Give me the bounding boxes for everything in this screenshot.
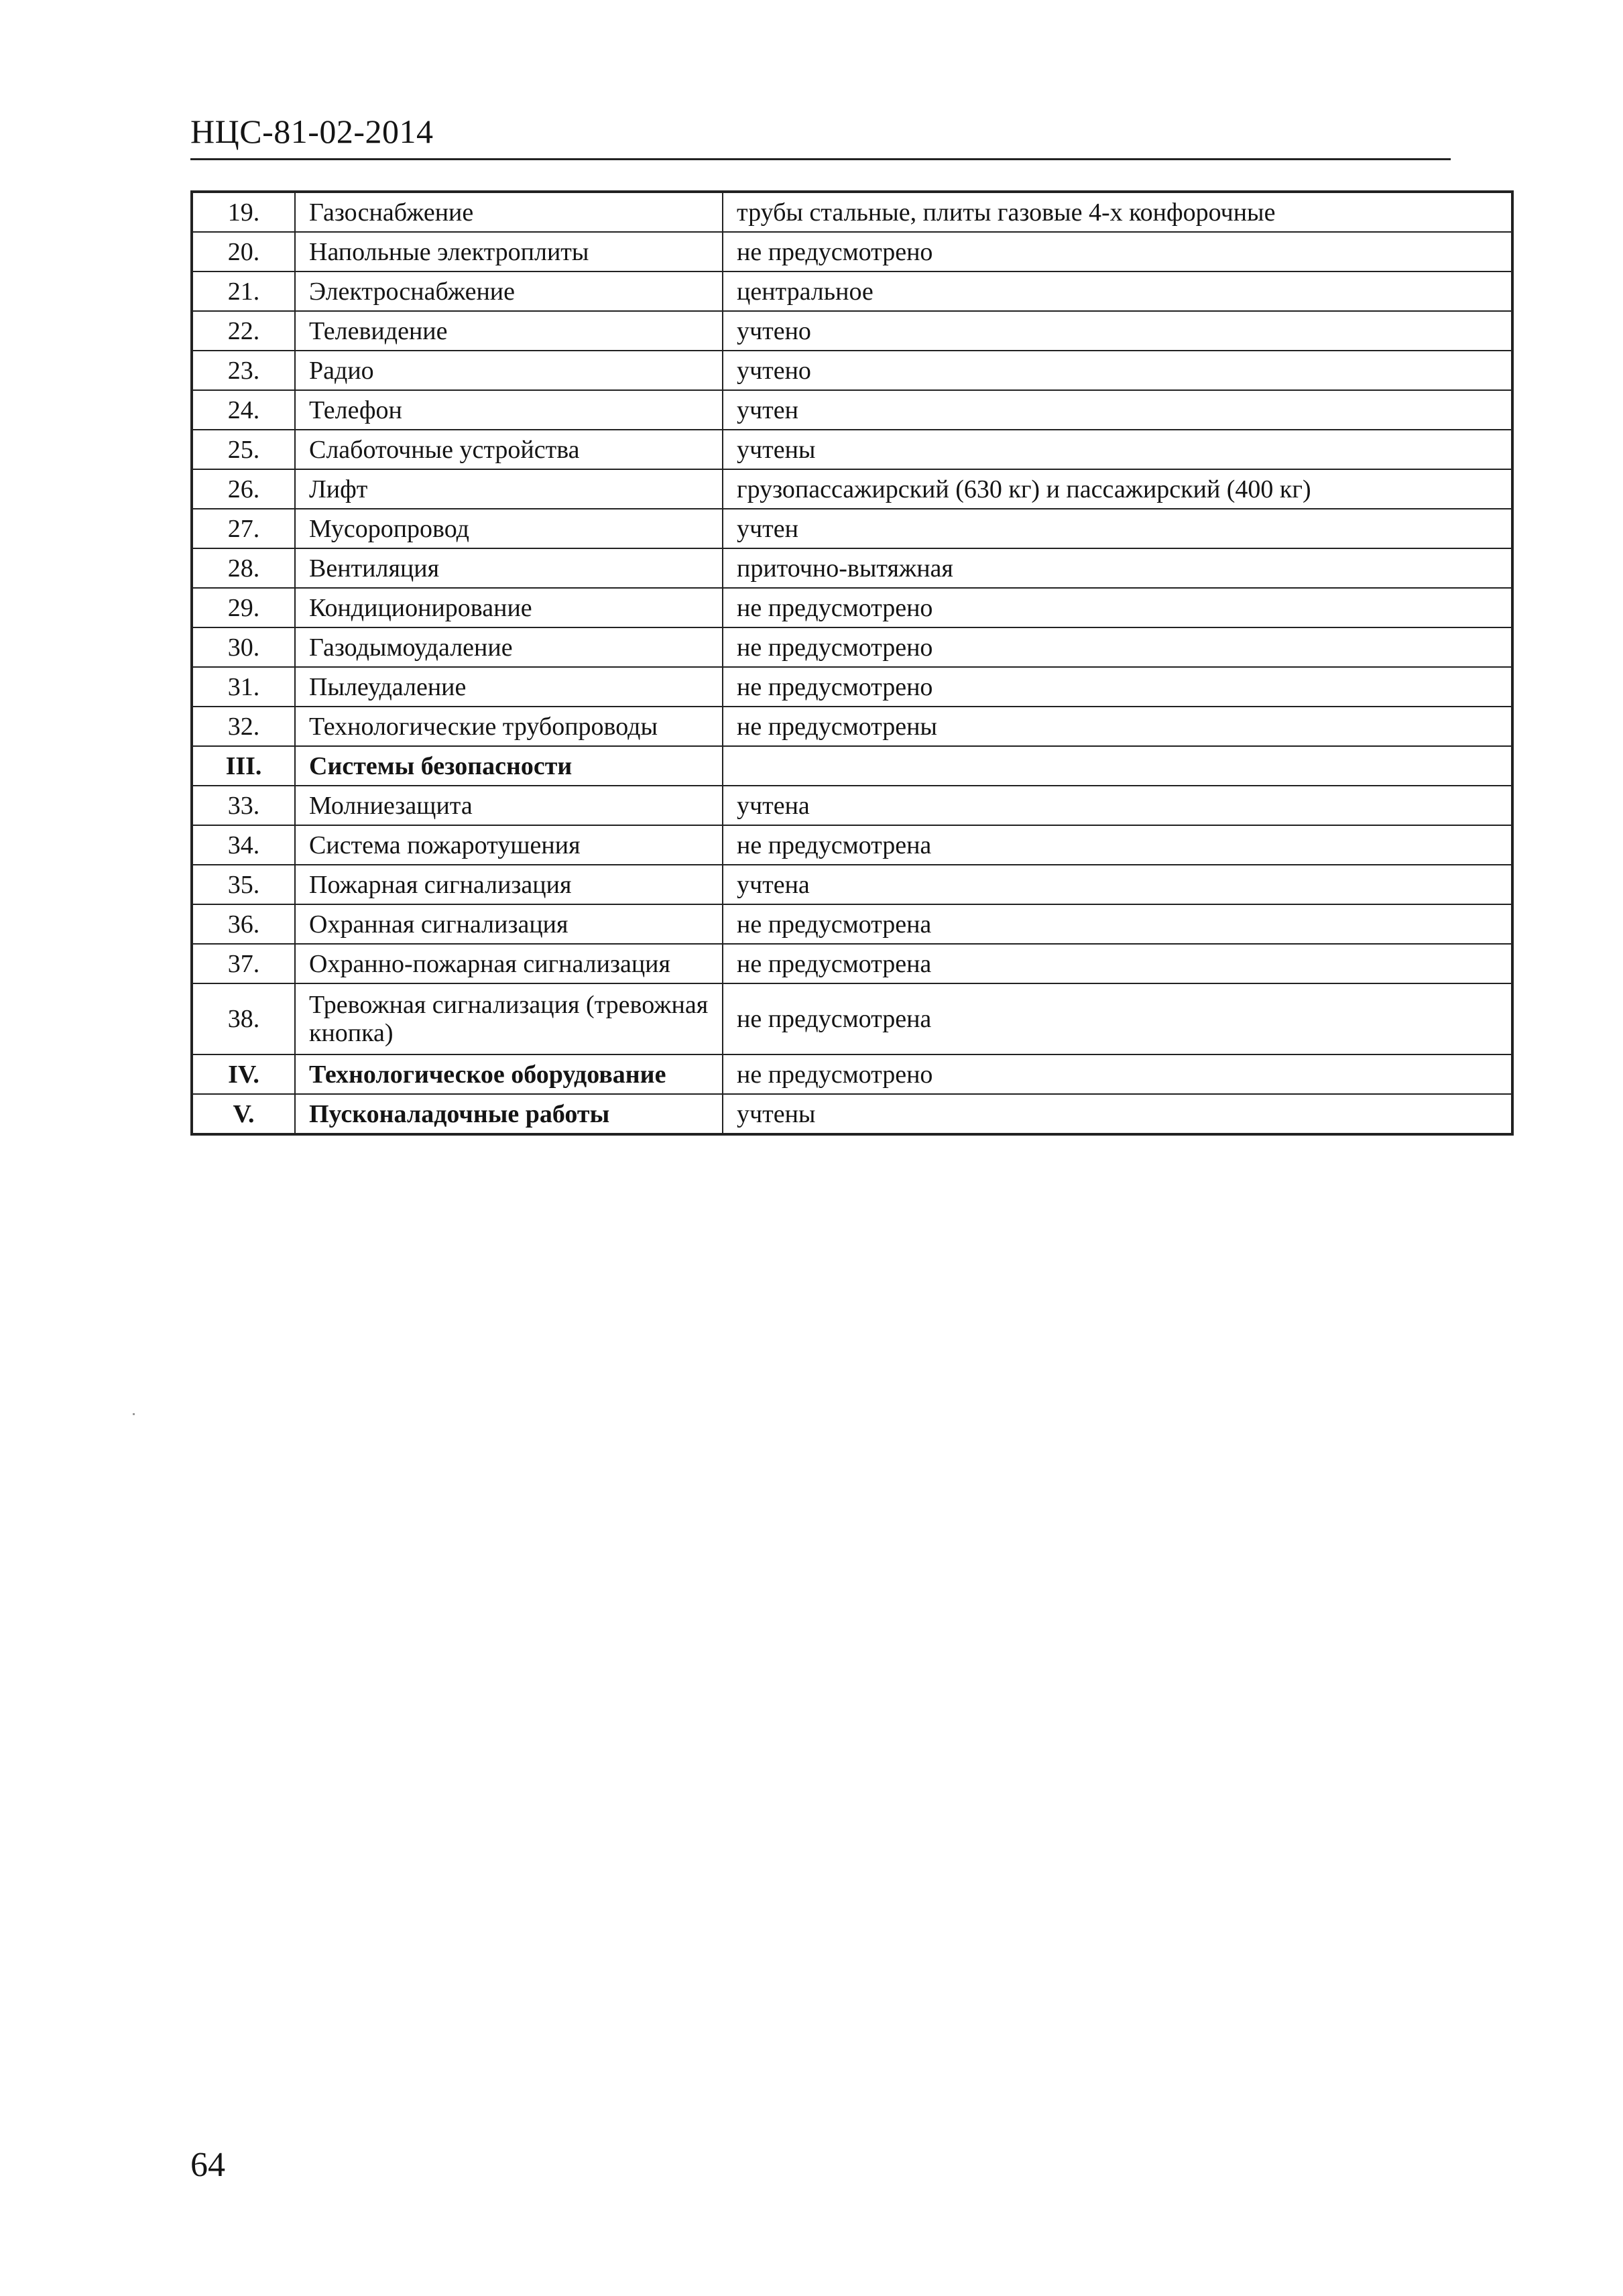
row-name: Пылеудаление bbox=[295, 667, 723, 707]
row-value: центральное bbox=[723, 271, 1512, 311]
table-row bbox=[192, 825, 1512, 865]
row-number: 37. bbox=[192, 944, 295, 983]
row-number: 26. bbox=[192, 469, 295, 509]
row-value: учтен bbox=[723, 390, 1512, 430]
row-number: 30. bbox=[192, 627, 295, 667]
row-name: Слаботочные устройства bbox=[295, 430, 723, 469]
row-number: 20. bbox=[192, 232, 295, 271]
row-name: Газодымоудаление bbox=[295, 627, 723, 667]
row-number: 33. bbox=[192, 786, 295, 825]
row-value: не предусмотрено bbox=[723, 627, 1512, 667]
table-row bbox=[192, 192, 1512, 232]
table-row bbox=[192, 588, 1512, 627]
table-row bbox=[192, 983, 1512, 1054]
table-row bbox=[192, 430, 1512, 469]
row-name: Кондиционирование bbox=[295, 588, 723, 627]
row-value: не предусмотрены bbox=[723, 707, 1512, 746]
row-number: 24. bbox=[192, 390, 295, 430]
row-number: 25. bbox=[192, 430, 295, 469]
row-number: 19. bbox=[192, 192, 295, 232]
section-number: V. bbox=[192, 1094, 295, 1134]
row-value: не предусмотрено bbox=[723, 667, 1512, 707]
section-number: IV. bbox=[192, 1054, 295, 1094]
row-name: Молниезащита bbox=[295, 786, 723, 825]
row-value: трубы стальные, плиты газовые 4-х конфорочные bbox=[723, 192, 1512, 232]
row-value: не предусмотрено bbox=[723, 588, 1512, 627]
table-row bbox=[192, 390, 1512, 430]
table-row bbox=[192, 232, 1512, 271]
row-name: Охранная сигнализация bbox=[295, 904, 723, 944]
row-number: 27. bbox=[192, 509, 295, 548]
row-name: Мусоропровод bbox=[295, 509, 723, 548]
row-name: Система пожаротушения bbox=[295, 825, 723, 865]
row-value: учтено bbox=[723, 351, 1512, 390]
table-row bbox=[192, 865, 1512, 904]
row-number: 28. bbox=[192, 548, 295, 588]
row-name: Пожарная сигнализация bbox=[295, 865, 723, 904]
row-number: 35. bbox=[192, 865, 295, 904]
row-name: Радио bbox=[295, 351, 723, 390]
row-value: учтены bbox=[723, 430, 1512, 469]
row-value: учтено bbox=[723, 311, 1512, 351]
section-title: Технологическое оборудование bbox=[295, 1054, 723, 1094]
table-row bbox=[192, 271, 1512, 311]
row-value: не предусмотрена bbox=[723, 944, 1512, 983]
document-code: НЦС-81-02-2014 bbox=[190, 113, 434, 150]
row-number: 32. bbox=[192, 707, 295, 746]
row-value: учтен bbox=[723, 509, 1512, 548]
row-value: не предусмотрена bbox=[723, 904, 1512, 944]
page-number: 64 bbox=[190, 2146, 225, 2184]
table-row bbox=[192, 509, 1512, 548]
row-number: 36. bbox=[192, 904, 295, 944]
row-value: не предусмотрено bbox=[723, 232, 1512, 271]
row-name: Лифт bbox=[295, 469, 723, 509]
row-number: 34. bbox=[192, 825, 295, 865]
row-value: не предусмотрена bbox=[723, 983, 1512, 1054]
row-value: учтены bbox=[723, 1094, 1512, 1134]
row-number: 29. bbox=[192, 588, 295, 627]
row-name: Технологические трубопроводы bbox=[295, 707, 723, 746]
table-row bbox=[192, 944, 1512, 983]
page-header bbox=[190, 111, 1451, 160]
section-row bbox=[192, 1094, 1512, 1134]
row-name: Охранно-пожарная сигнализация bbox=[295, 944, 723, 983]
row-value: грузопассажирский (630 кг) и пассажирский (400 кг) bbox=[723, 469, 1512, 509]
row-value: приточно-вытяжная bbox=[723, 548, 1512, 588]
row-value: учтена bbox=[723, 786, 1512, 825]
table-row bbox=[192, 548, 1512, 588]
section-row bbox=[192, 1054, 1512, 1094]
table-row bbox=[192, 311, 1512, 351]
scan-artifact bbox=[133, 1413, 135, 1415]
row-value: не предусмотрено bbox=[723, 1054, 1512, 1094]
row-value bbox=[723, 746, 1512, 786]
table-row bbox=[192, 627, 1512, 667]
section-row bbox=[192, 746, 1512, 786]
section-title: Пусконаладочные работы bbox=[295, 1094, 723, 1134]
row-value: учтена bbox=[723, 865, 1512, 904]
table-row bbox=[192, 469, 1512, 509]
row-name: Электроснабжение bbox=[295, 271, 723, 311]
table-row bbox=[192, 786, 1512, 825]
row-number: 23. bbox=[192, 351, 295, 390]
row-name: Вентиляция bbox=[295, 548, 723, 588]
table-row bbox=[192, 667, 1512, 707]
row-number: 31. bbox=[192, 667, 295, 707]
row-name: Тревожная сигнализация (тревожная кнопка) bbox=[295, 983, 723, 1054]
row-number: 38. bbox=[192, 983, 295, 1054]
row-name: Телевидение bbox=[295, 311, 723, 351]
section-number: III. bbox=[192, 746, 295, 786]
specification-table bbox=[190, 190, 1514, 1136]
row-name: Телефон bbox=[295, 390, 723, 430]
row-name: Газоснабжение bbox=[295, 192, 723, 232]
table-row bbox=[192, 707, 1512, 746]
row-name: Напольные электроплиты bbox=[295, 232, 723, 271]
table-row bbox=[192, 351, 1512, 390]
row-number: 21. bbox=[192, 271, 295, 311]
row-value: не предусмотрена bbox=[723, 825, 1512, 865]
section-title: Системы безопасности bbox=[295, 746, 723, 786]
table-row bbox=[192, 904, 1512, 944]
row-number: 22. bbox=[192, 311, 295, 351]
